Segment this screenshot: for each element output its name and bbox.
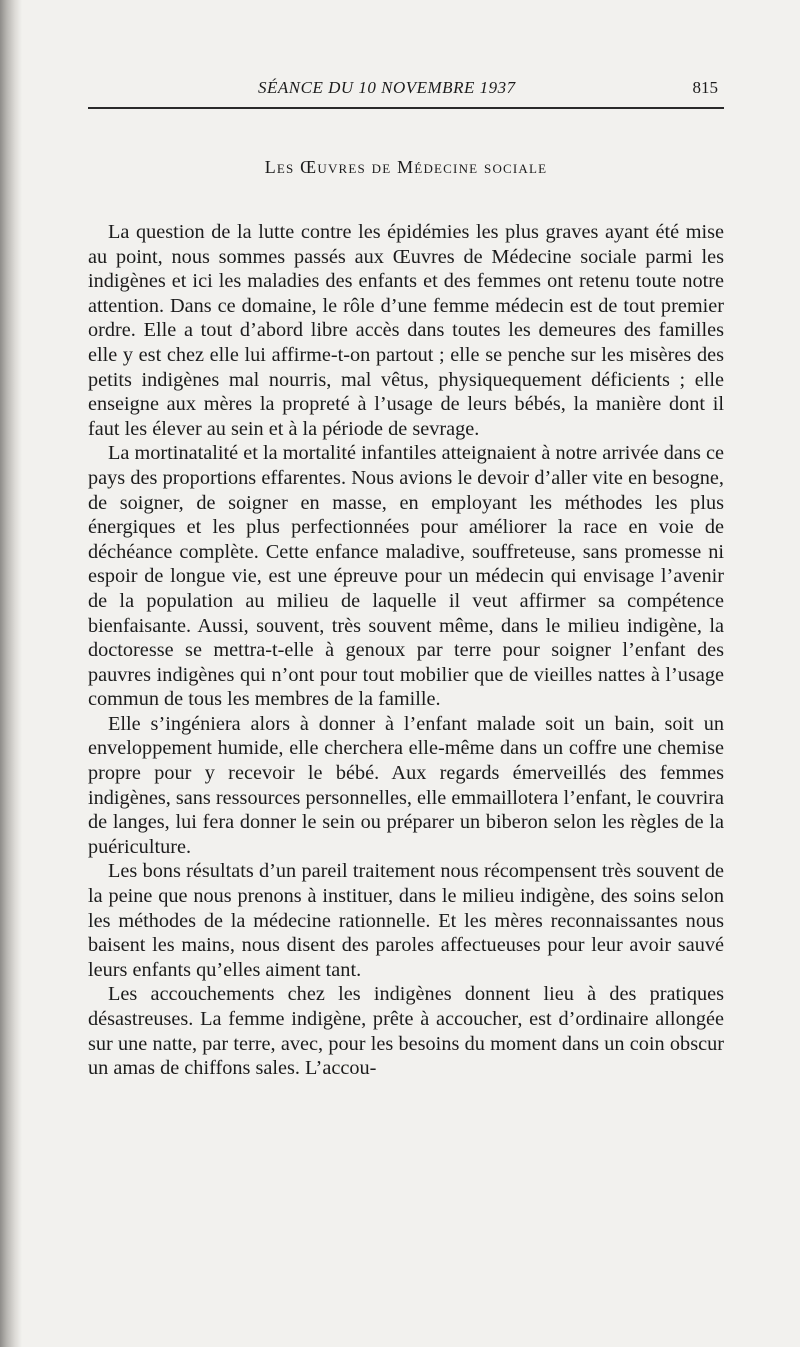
paragraph: Les accouchements chez les indigènes donnent lieu à des pratiques désastreuses. La femme indigène, prête à accoucher, est d’ordinaire allongée sur une natte, par terre, avec, pour les besoins du moment dans un coin obscur un amas de chiffons sales. L’accou- (88, 983, 724, 1080)
page-header (88, 76, 724, 102)
page-number: 815 (692, 78, 718, 97)
paragraph: Les bons résultats d’un pareil traitement nous récompensent très souvent de la peine que nous prenons à instituer, dans le milieu indigène, des soins selon les méthodes de la médecine rationnelle. Et les mères reconnaissantes nous baisent les mains, nous disent des paroles affectueuses pour leur avoir sauvé leurs enfants qu’elles aiment tant. (88, 860, 724, 981)
paragraph: La mortinatalité et la mortalité infantiles atteignaient à notre arrivée dans ce pays des proportions effarentes. Nous avions le devoir d’aller vite en besogne, de soigner, de soigner en masse, en employant les méthodes les plus énergiques et les plus perfectionnées pour améliorer la race en voie de déchéance complète. Cette enfance maladive, souffreteuse, sans promesse ni espoir de longue vie, est une épreuve pour un médecin qui envisage l’avenir de la population au milieu de laquelle il veut affirmer sa compétence bienfaisante. Aussi, souvent, très souvent même, dans le milieu indigène, la doctoresse se mettra-t-elle à genoux par terre pour soigner l’enfant des pauvres indigènes qui n’ont pour tout mobilier que de vieilles nattes à l’usage commun de tous les membres de la famille. (88, 442, 724, 711)
header-rule (88, 107, 724, 109)
paragraph: Elle s’ingéniera alors à donner à l’enfant malade soit un bain, soit un enveloppement humide, elle cherchera elle-même dans un coffre une chemise propre pour y recevoir le bébé. Aux regards émerveillés des femmes indigènes, sans ressources personnelles, elle emmaillotera l’enfant, le couvrira de langes, lui fera donner le sein ou préparer un biberon selon les règles de la puériculture. (88, 712, 724, 858)
binding-shadow (0, 0, 22, 1347)
running-title: SÉANCE DU 10 NOVEMBRE 1937 (258, 78, 516, 97)
section-title: Les Œuvres de Médecine sociale (264, 157, 548, 177)
body-text (88, 220, 724, 1081)
paragraph: La question de la lutte contre les épidémies les plus graves ayant été mise au point, nous sommes passés aux Œuvres de Médecine sociale parmi les indigènes et ici les maladies des enfants et des femmes ont retenu toute notre attention. Dans ce domaine, le rôle d’une femme médecin est de tout premier ordre. Elle a tout d’abord libre accès dans toutes les demeures des familles elle y est chez elle lui affirme-t-on partout ; elle se penche sur les misères des petits indigènes mal nourris, mal vêtus, physiquequement déficients ; elle enseigne aux mères la propreté à l’usage de leurs bébés, la manière dont il faut les élever au sein et à la période de sevrage. (88, 221, 724, 440)
